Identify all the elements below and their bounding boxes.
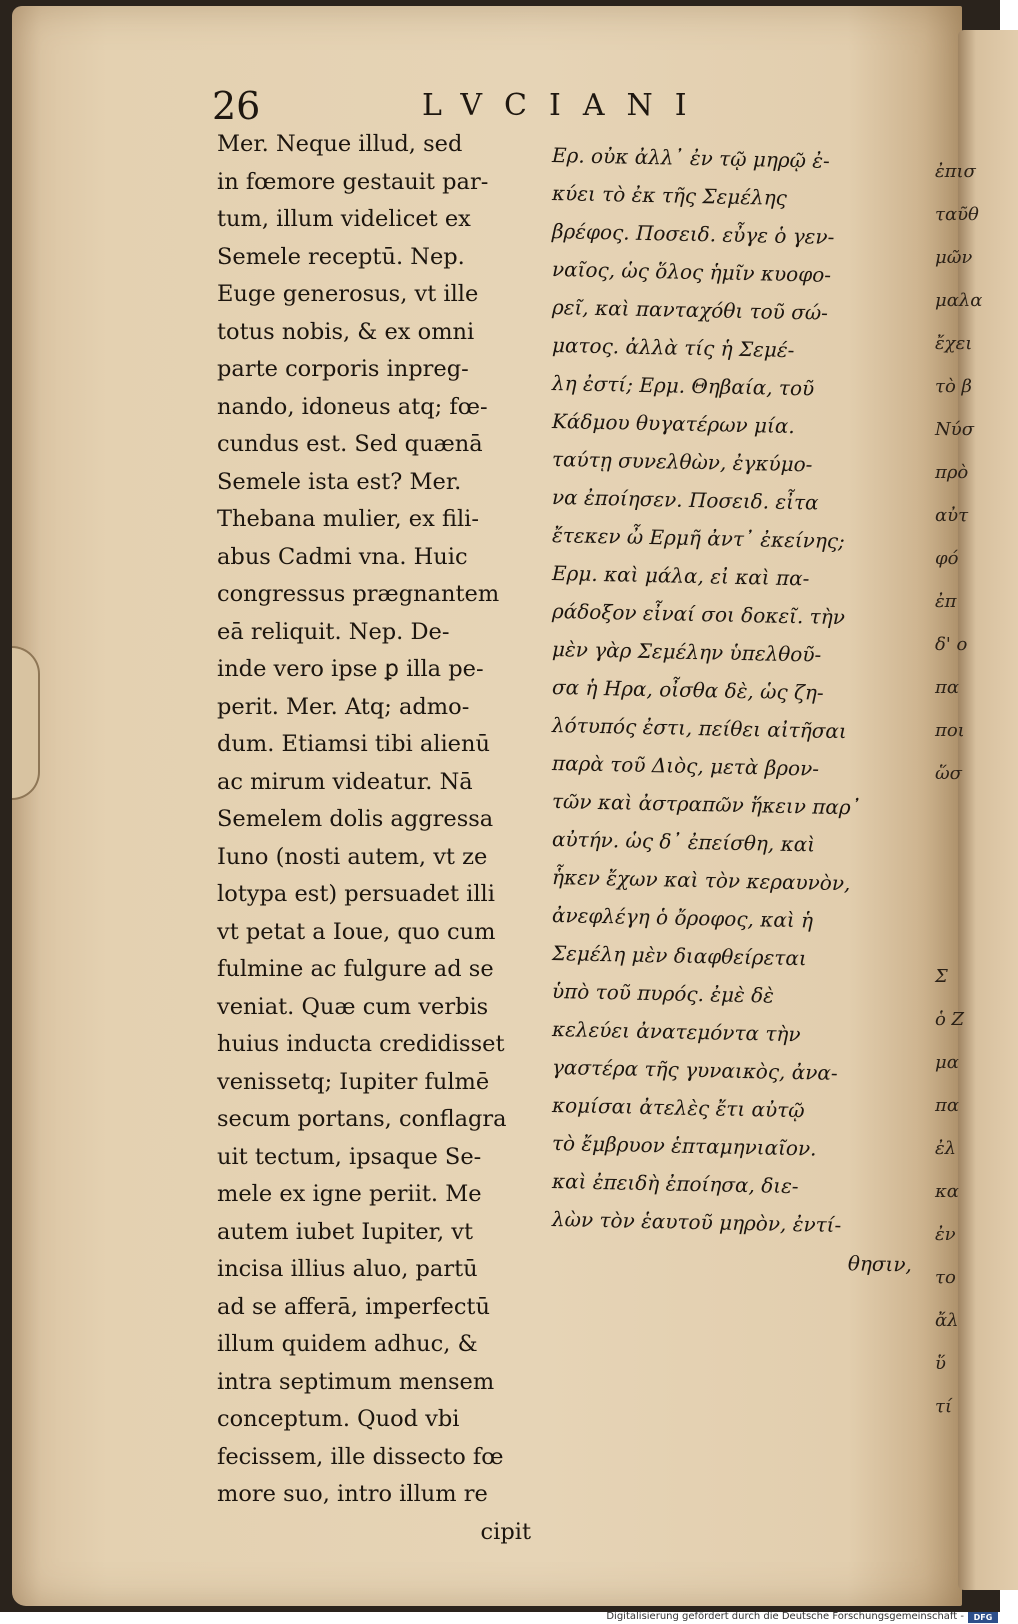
latin-line: veniat. Quæ cum verbis	[217, 993, 489, 1020]
latin-line: incisa illius aluo, partū	[217, 1256, 478, 1282]
latin-line: tum, illum videlicet ex	[217, 206, 471, 232]
latin-line: huius inducta credidisset	[217, 1031, 505, 1057]
facing-page-fragment: Νύσ	[935, 419, 974, 440]
latin-line: illum quidem adhuc, &	[217, 1331, 478, 1357]
facing-page-fragment: ποι	[935, 720, 965, 741]
latin-line: Semele ista est? Mer.	[217, 468, 462, 495]
latin-line: mele ex igne periit. Me	[217, 1181, 482, 1207]
latin-catchword: cipit	[480, 1518, 531, 1545]
facing-page-text-fragments	[935, 150, 983, 1428]
latin-line: parte corporis inpreg-	[217, 356, 469, 382]
facing-page-fragment: κα	[935, 1181, 959, 1202]
latin-line: Iuno (nosti autem, vt ze	[217, 843, 488, 870]
greek-line: σα ἡ Ηρα, οἶσθα δὲ, ὡς ζη-	[551, 675, 824, 705]
latin-line: perit. Mer. Atq; admo-	[217, 693, 470, 720]
paper-tab	[12, 646, 40, 800]
greek-line: λη ἐστί; Ερμ. Θηβαία, τοῦ	[551, 371, 815, 401]
running-head-title: LVCIANI	[422, 88, 709, 123]
facing-page-fragment: μα	[935, 1052, 959, 1073]
latin-line: vt petat a Ioue, quo cum	[217, 918, 496, 945]
digitization-credit: Digitalisierung gefördert durch die Deutsche Forschungsgemeinschaft -	[606, 1611, 964, 1622]
greek-line: κύει τὸ ἐκ τῆς Σεμέλης	[551, 181, 788, 210]
facing-page-fragment: πρὸ	[935, 462, 969, 483]
latin-line: autem iubet Iupiter, vt	[217, 1218, 474, 1245]
greek-line: αὐτήν. ὡς δ᾿ ἐπείσθη, καὶ	[551, 827, 816, 857]
greek-line: Κάδμου θυγατέρων μία.	[551, 409, 795, 439]
latin-line: Semelem dolis aggressa	[217, 806, 494, 832]
latin-line: congressus prægnantem	[217, 581, 500, 607]
latin-line: Semele receptū. Nep.	[217, 243, 465, 270]
greek-line: να ἐποίησεν. Ποσειδ. εἶτα	[551, 485, 819, 515]
facing-page-fragment: το	[935, 1267, 956, 1288]
greek-line: ρεῖ, καὶ πανταχόθι τοῦ σώ-	[551, 295, 829, 325]
greek-line: Ερ. οὐκ ἀλλ᾿ ἐν τῷ μηρῷ ἐ-	[551, 143, 831, 173]
latin-line: eā reliquit. Nep. De-	[217, 618, 450, 645]
latin-line: nando, idoneus atq; fœ-	[217, 393, 488, 420]
facing-page-fragment: τί	[935, 1396, 953, 1417]
facing-page-fragment: ὁ Ζ	[935, 1009, 965, 1030]
greek-line: λότυπός ἐστι, πείθει αἰτῆσαι	[551, 713, 847, 744]
facing-page-fragment: ταῦθ	[935, 204, 979, 225]
greek-text-column	[552, 136, 952, 1276]
dfg-logo: DFG	[968, 1612, 998, 1623]
page-number: 26	[212, 84, 261, 128]
greek-line: Σεμέλη μὲν διαφθείρεται	[551, 941, 807, 971]
latin-line: ad se afferā, imperfectū	[217, 1293, 490, 1320]
greek-line: ναῖος, ὡς ὅλος ἡμῖν κυοφο-	[551, 257, 832, 287]
greek-line: ἧκεν ἔχων καὶ τὸν κεραυνὸν,	[551, 865, 851, 896]
greek-line: τὸ ἔμβρυον ἑπταμηνιαῖον.	[551, 1131, 817, 1161]
facing-page-fragment: μῶν	[935, 247, 973, 268]
latin-line: Euge generosus, vt ille	[217, 281, 479, 307]
greek-line: τῶν καὶ ἀστραπῶν ἥκειν παρ᾿	[551, 789, 861, 820]
book-page	[12, 6, 962, 1606]
facing-page-fragment: ἔχει	[935, 333, 973, 354]
facing-page-fragment: ἐπ	[935, 591, 957, 612]
facing-page-gap	[935, 795, 975, 955]
latin-text-column	[217, 126, 537, 1551]
facing-page-fragment: δ' ο	[935, 634, 968, 655]
facing-page-fragment: τὸ β	[935, 376, 972, 397]
latin-line: Mer. Neque illud, sed	[217, 131, 463, 157]
latin-line: fulmine ac fulgure ad se	[217, 956, 494, 982]
latin-line: totus nobis, & ex omni	[217, 318, 475, 345]
facing-page-fragment: φό	[935, 548, 959, 569]
greek-line: κομίσαι ἀτελὲς ἔτι αὐτῷ	[551, 1093, 805, 1123]
facing-page-fragment: αὐτ	[935, 505, 969, 526]
facing-page-fragment: πα	[935, 677, 959, 698]
greek-line: ὑπὸ τοῦ πυρός. ἐμὲ δὲ	[551, 979, 775, 1008]
greek-line: ἀνεφλέγη ὁ ὄροφος, καὶ ἡ	[551, 903, 814, 933]
greek-line: ράδοξον εἶναί σοι δοκεῖ. τὴν	[551, 599, 846, 630]
latin-line: secum portans, conflagra	[217, 1106, 507, 1132]
latin-line: cundus est. Sed quænā	[217, 431, 483, 457]
latin-line: ac mirum videatur. Nā	[217, 768, 473, 795]
facing-page-fragment: ἐν	[935, 1224, 956, 1245]
greek-line: μὲν γὰρ Σεμέλην ὑπελθοῦ-	[551, 637, 822, 667]
facing-page-fragment: ὕ	[935, 1353, 946, 1374]
facing-page-fragment: ἐπισ	[935, 161, 976, 182]
greek-line: παρὰ τοῦ Διὸς, μετὰ βρον-	[551, 751, 820, 781]
latin-line: Thebana mulier, ex fili-	[217, 506, 479, 532]
greek-line: κελεύει ἀνατεμόντα τὴν	[551, 1017, 801, 1047]
latin-line: conceptum. Quod vbi	[217, 1406, 460, 1432]
greek-line: γαστέρα τῆς γυναικὸς, ἀνα-	[551, 1055, 838, 1085]
latin-line: dum. Etiamsi tibi alienū	[217, 731, 490, 757]
latin-line: abus Cadmi vna. Huic	[217, 543, 468, 570]
footer-bar	[0, 1612, 1000, 1624]
facing-page-fragment: Σ	[935, 966, 948, 987]
greek-line: λὼν τὸν ἑαυτοῦ μηρὸν, ἐντί-	[551, 1207, 842, 1238]
facing-page-fragment: ἐλ	[935, 1138, 957, 1159]
latin-line: venissetq; Iupiter fulmē	[217, 1068, 490, 1095]
facing-page-fragment: μαλα	[935, 290, 983, 311]
greek-line: ματος. ἀλλὰ τίς ἡ Σεμέ-	[551, 333, 795, 363]
facing-page-fragment: ὥσ	[935, 763, 962, 784]
latin-line: intra septimum mensem	[217, 1368, 495, 1395]
greek-line: ταύτῃ συνελθὼν, ἐγκύμο-	[551, 447, 813, 477]
greek-line: καὶ ἐπειδὴ ἐποίησα, διε-	[551, 1169, 799, 1199]
latin-line: more suo, intro illum re	[217, 1481, 488, 1507]
latin-line: uit tectum, ipsaque Se-	[217, 1143, 482, 1170]
greek-line: ἔτεκεν ὦ Ερμῆ ἀντ᾿ ἐκείνης;	[551, 523, 846, 554]
greek-line: βρέφος. Ποσειδ. εὖγε ὁ γεν-	[551, 219, 835, 249]
latin-line: in fœmore gestauit par-	[217, 168, 489, 195]
facing-page-fragment: πα	[935, 1095, 959, 1116]
greek-line: Ερμ. καὶ μάλα, εἰ καὶ πα-	[551, 561, 810, 591]
latin-line: lotypa est) persuadet illi	[217, 881, 495, 907]
latin-line: fecissem, ille dissecto fœ	[217, 1443, 504, 1470]
latin-line: inde vero ipse ꝑ illa pe-	[217, 656, 484, 682]
facing-page-fragment: ἄλ	[935, 1310, 959, 1331]
greek-catchword: θησιν,	[847, 1251, 913, 1277]
